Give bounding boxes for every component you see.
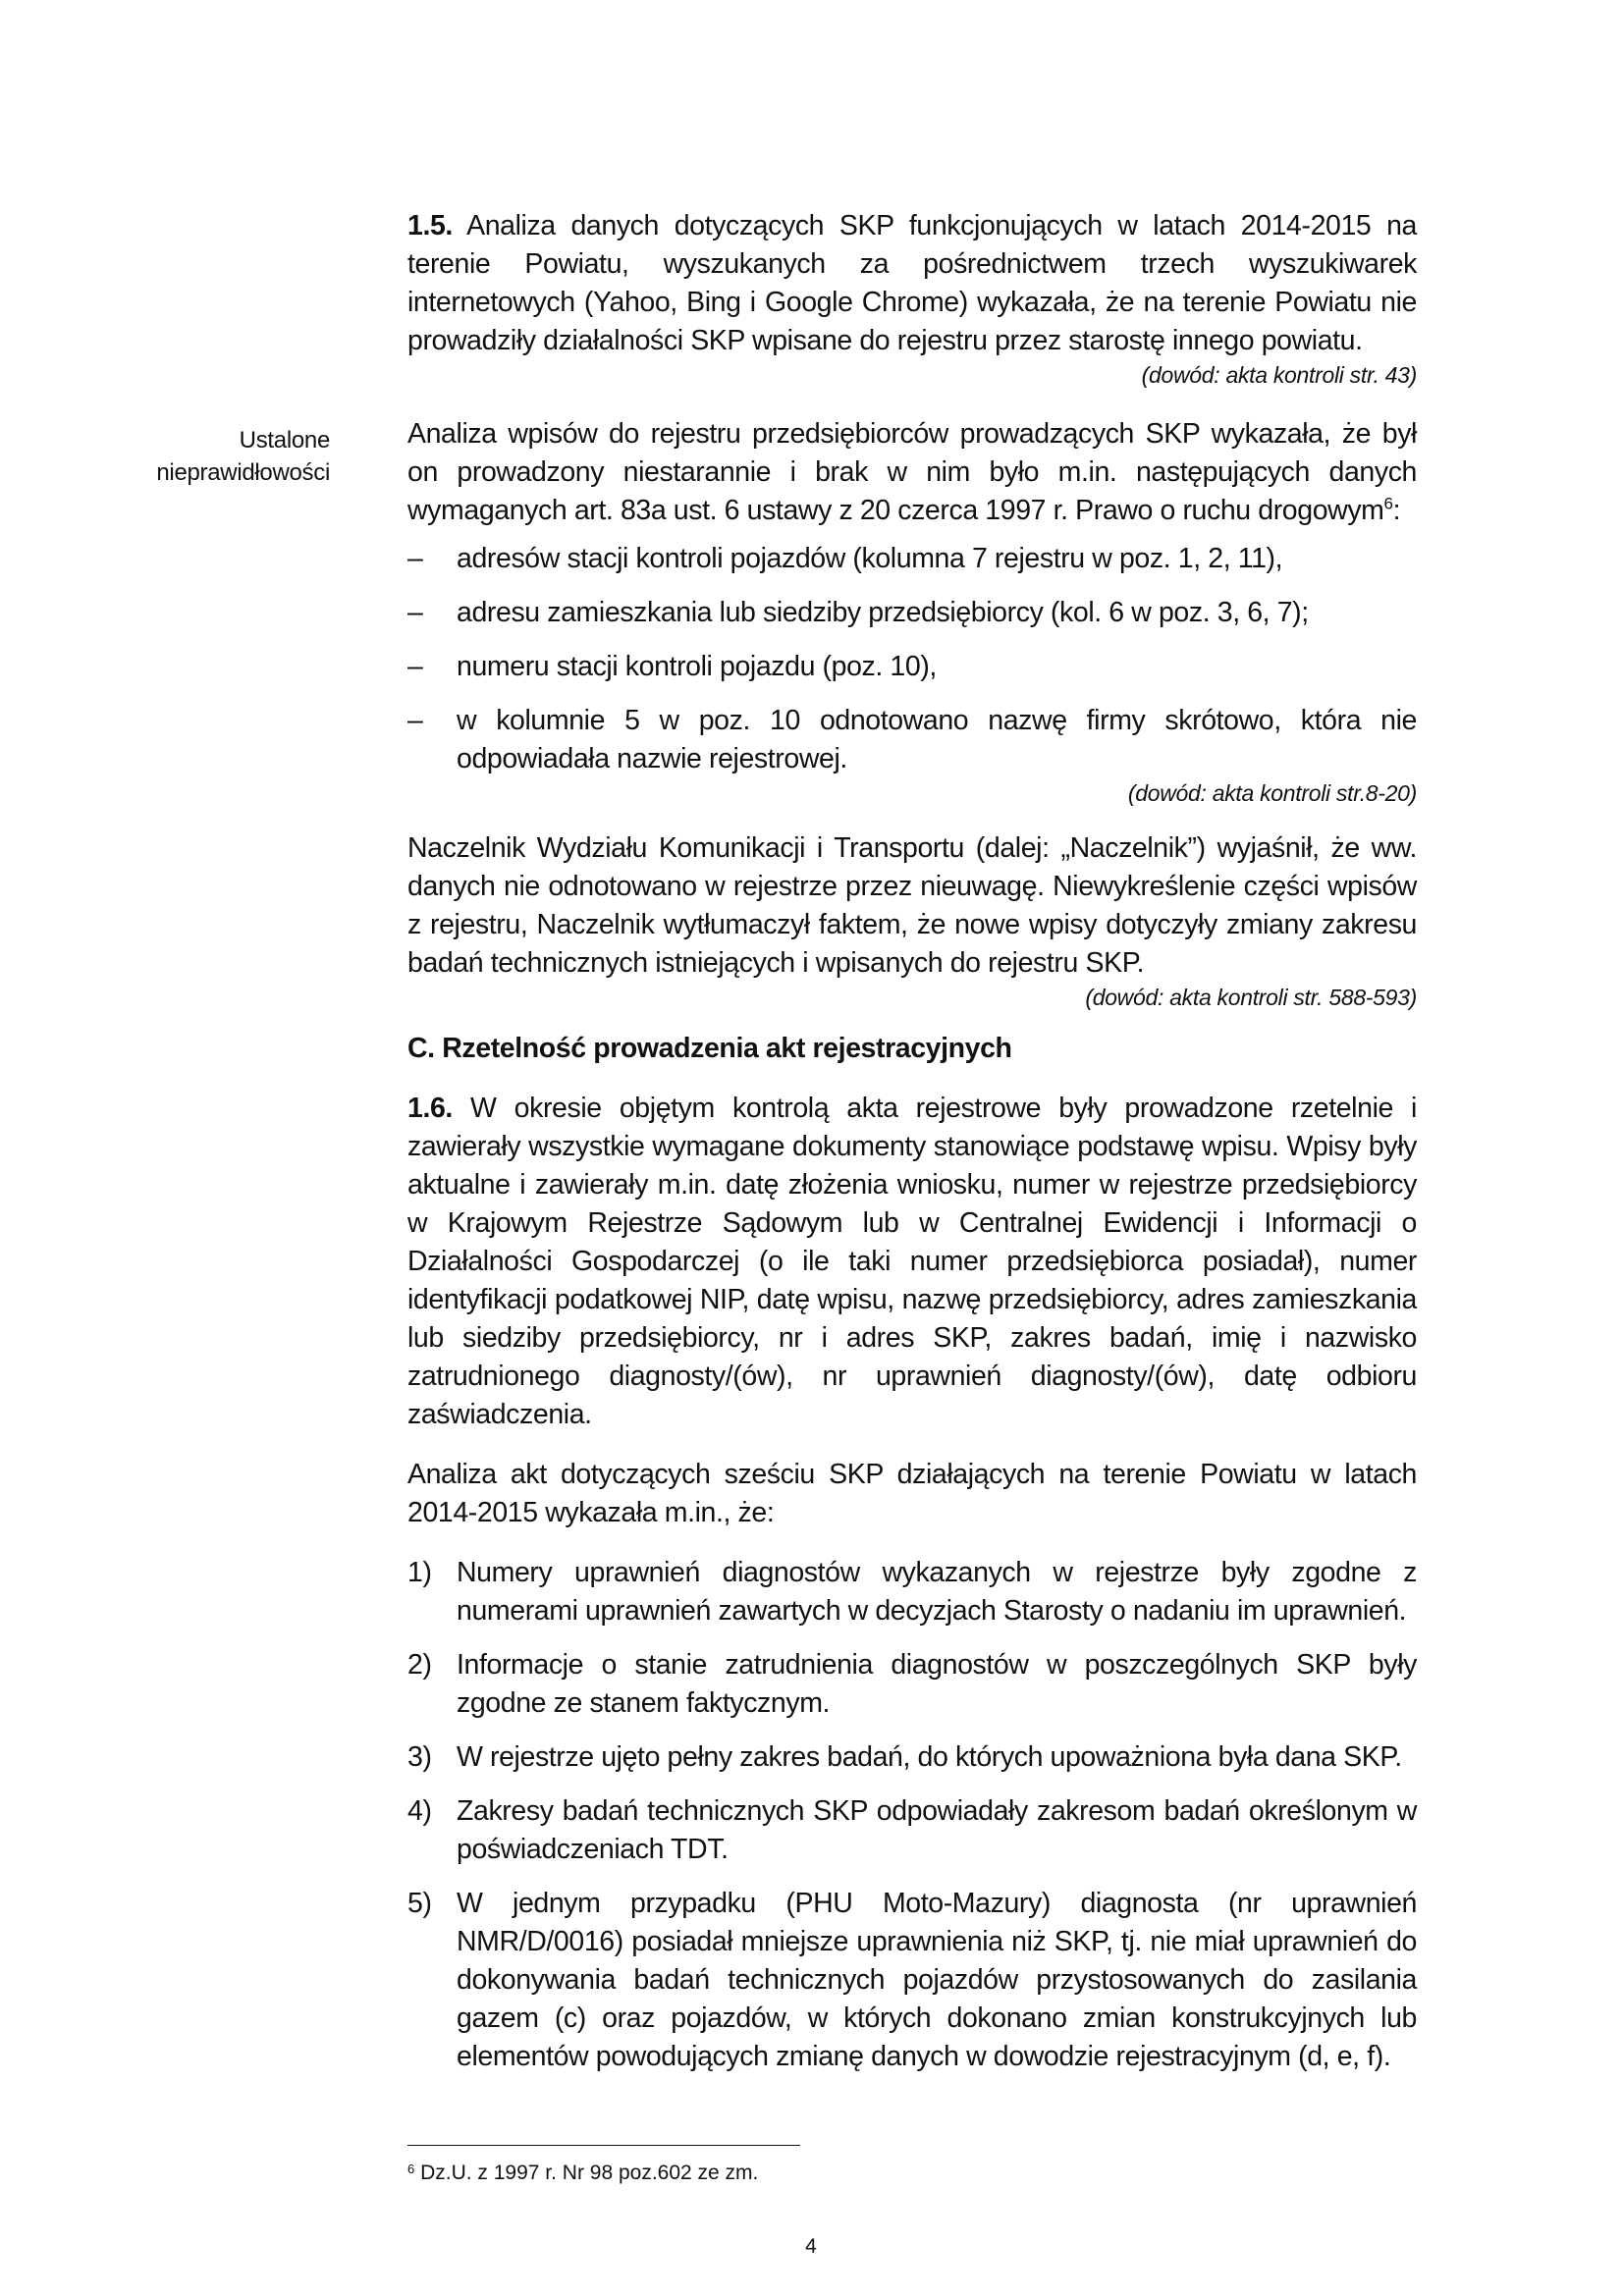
dash-bullet: – [407,651,423,682]
section-heading: C. Rzetelność prowadzenia akt rejestracyjnych [407,1033,1012,1064]
intro-text: Analiza wpisów do rejestru przedsiębiorców prowadzących SKP wykazała, że był on prowadzony niestarannie i brak w nim było m.in. następujących danych wymaganych art. 83a ust. 6 ustawy z 20 czerca 1997 r. Prawo o ruchu drogowym [407,418,1417,526]
page-number: 4 [805,2235,817,2258]
explanation-paragraph: Naczelnik Wydziału Komunikacji i Transportu (dalej: „Naczelnik”) wyjaśnił, że ww. danych nie odnotowano w rejestrze przez nieuwagę. Niewykreślenie części wpisów z rejestru, Naczelnik wytłumaczył faktem, że nowe wpisy dotyczyły zmiany zakresu badań technicznych istniejących i wpisanych do rejestru SKP. [407,832,1417,979]
list-item-text: adresów stacji kontroli pojazdów (kolumna 7 rejestru w poz. 1, 2, 11), [457,543,1283,574]
footnote-divider [407,2145,800,2146]
list-item [407,702,1417,778]
list-item [407,1885,1417,2076]
list-number: 4) [407,1795,432,1827]
paragraph-1-6 [407,1090,1417,1434]
list-item [407,1554,1417,1630]
irregularities-intro [407,415,1417,530]
margin-note-line1: Ustalone [239,427,330,454]
evidence-note: (dowód: akta kontroli str.8-20) [1127,780,1417,806]
list-item-text: W jednym przypadku (PHU Moto-Mazury) diagnosta (nr uprawnień NMR/D/0016) posiadał mniejsze uprawnienia niż SKP, tj. nie miał uprawnień do dokonywania badań technicznych pojazdów przystosowanych do zasilania gazem (c) oraz pojazdów, w których dokonano zmian konstrukcyjnych lub elementów powodujących zmianę danych w dowodzie rejestracyjnym (d, e, f). [457,1888,1417,2072]
dash-bullet: – [407,543,423,574]
evidence-note: (dowód: akta kontroli str. 43) [1141,362,1417,388]
footnote-ref: 6 [1383,494,1393,513]
list-number: 5) [407,1888,432,1919]
numbered-list [407,1554,1417,2076]
list-number: 2) [407,1649,432,1681]
list-item-text: Numery uprawnień diagnostów wykazanych w rejestrze były zgodne z numerami uprawnień zawartych w decyzjach Starosty o nadaniu im uprawnień. [457,1557,1417,1627]
list-item [407,1646,1417,1723]
paragraph-1-5 [407,207,1417,360]
margin-note-line2: nieprawidłowości [156,459,330,486]
list-item-text: numeru stacji kontroli pojazdu (poz. 10), [457,651,937,682]
paragraph-text: W okresie objętym kontrolą akta rejestrowe były prowadzone rzetelnie i zawierały wszystkie wymagane dokumenty stanowiące podstawę wpisu. Wpisy były aktualne i zawierały m.in. datę złożenia wniosku, numer w rejestrze przedsiębiorcy w Krajowym Rejestrze Sądowym lub w Centralnej Ewidencji i Informacji o Działalności Gospodarczej (o ile taki numer przedsiębiorca posiadał), numer identyfikacji podatkowej NIP, datę wpisu, nazwę przedsiębiorcy, adres zamieszkania lub siedziby przedsiębiorcy, nr i adres SKP, zakres badań, imię i nazwisko zatrudnionego diagnosty/(ów), nr uprawnień diagnosty/(ów), datę odbioru zaświadczenia. [407,1093,1417,1430]
list-item [407,540,1417,578]
list-item-text: W rejestrze ujęto pełny zakres badań, do których upoważniona była dana SKP. [457,1741,1402,1773]
paragraph-label: 1.6. [407,1093,453,1124]
main-content [407,207,1417,2092]
list-item [407,1738,1417,1777]
list-number: 1) [407,1557,432,1588]
paragraph-label: 1.5. [407,210,453,241]
intro-end: : [1392,495,1401,526]
list-item-text: Zakresy badań technicznych SKP odpowiadały zakresom badań określonym w poświadczeniach TDT. [457,1795,1417,1865]
footnote-text: Dz.U. z 1997 r. Nr 98 poz.602 ze zm. [414,2162,759,2184]
list-item-text: w kolumnie 5 w poz. 10 odnotowano nazwę firmy skrótowo, która nie odpowiadała nazwie rejestrowej. [457,705,1417,774]
dash-bullet: – [407,705,423,736]
list-item [407,594,1417,632]
list-item-text: Informacje o stanie zatrudnienia diagnostów w poszczególnych SKP były zgodne ze stanem faktycznym. [457,1649,1417,1719]
list-item-text: adresu zamieszkania lub siedziby przedsiębiorcy (kol. 6 w poz. 3, 6, 7); [457,597,1309,628]
footnote-number: 6 [407,2162,415,2176]
list-item [407,1792,1417,1869]
dash-bullet: – [407,597,423,628]
margin-note [114,424,330,489]
dash-list [407,540,1417,778]
list-item [407,648,1417,686]
evidence-note: (dowód: akta kontroli str. 588-593) [1085,985,1417,1010]
footnote [407,2160,758,2189]
paragraph-text: Analiza danych dotyczących SKP funkcjonujących w latach 2014-2015 na terenie Powiatu, wyszukanych za pośrednictwem trzech wyszukiwarek internetowych (Yahoo, Bing i Google Chrome) wykazała, że na terenie Powiatu nie prowadziły działalności SKP wpisane do rejestru przez starostę innego powiatu. [407,210,1417,356]
list-number: 3) [407,1741,432,1773]
analysis-intro: Analiza akt dotyczących sześciu SKP działających na terenie Powiatu w latach 2014-2015 wykazała m.in., że: [407,1459,1417,1528]
